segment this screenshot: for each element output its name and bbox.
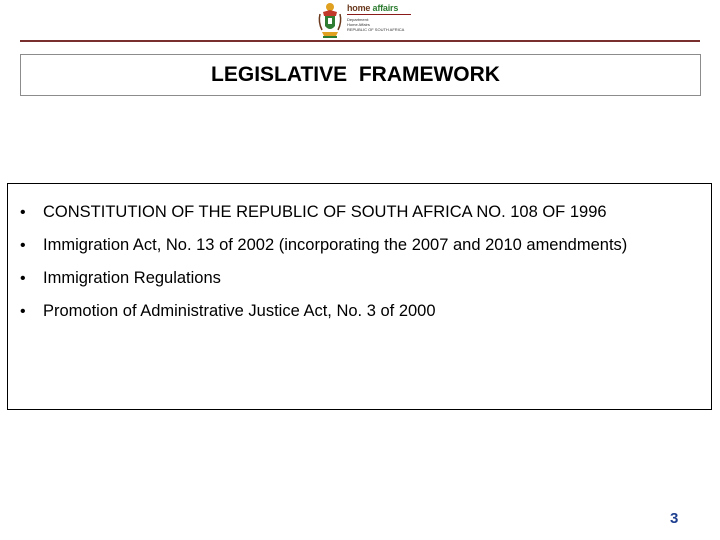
home-affairs-logo [317,2,417,42]
content-box [7,183,712,410]
list-item-text: Promotion of Administrative Justice Act, No. 3 of 2000 [43,302,436,320]
logo-country: REPUBLIC OF SOUTH AFRICA [347,27,405,32]
bullet-marker: • [20,237,26,254]
list-item [20,295,700,328]
list-item-text: CONSTITUTION OF THE REPUBLIC OF SOUTH AFRICA NO. 108 OF 1996 [43,203,607,221]
logo-brand [347,3,411,13]
logo-brand-word2: affairs [372,3,399,13]
list-item-text: Immigration Regulations [43,269,221,287]
logo-rule [347,14,411,15]
bullet-list [20,196,700,328]
slide-title: LEGISLATIVE FRAMEWORK [211,63,500,86]
coat-of-arms-icon [317,2,343,40]
bullet-marker: • [20,204,26,221]
list-item-text: Immigration Act, No. 13 of 2002 (incorporating the 2007 and 2010 amendments) [43,236,628,254]
logo-department-name: Home Affairs [347,22,370,27]
title-box [20,54,701,96]
header-divider [20,40,700,42]
list-item [20,262,700,295]
page-number: 3 [670,510,679,527]
list-item [20,196,700,229]
list-item [20,229,700,262]
bullet-marker: • [20,303,26,320]
logo-department-label: Department: [347,17,370,22]
logo-text [347,2,411,32]
logo-brand-word1: home [347,3,371,13]
bullet-marker: • [20,270,26,287]
